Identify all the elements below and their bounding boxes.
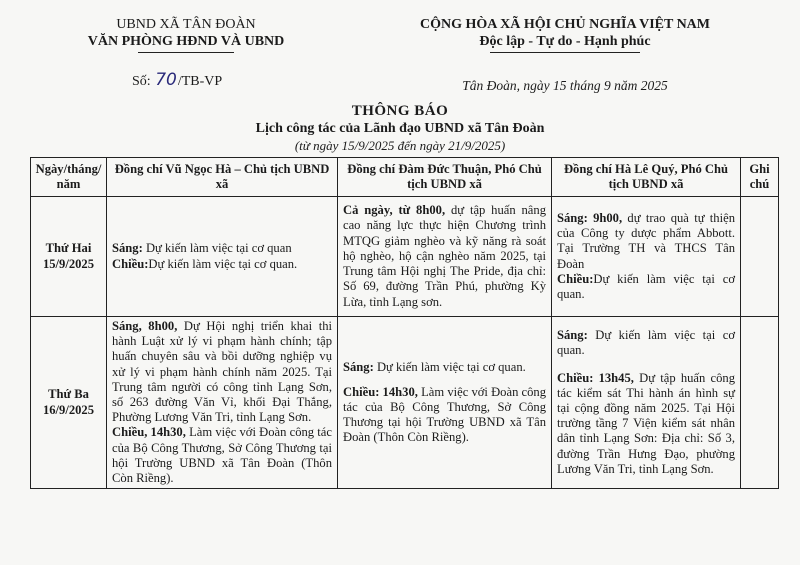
note-cell xyxy=(741,317,779,489)
day-date: 15/9/2025 xyxy=(42,256,95,271)
entry-text: Làm việc với Đoàn công tác của Bộ Công Thương, Sở Công Thương tại hội Trường UBND xã Tân Đoàn (Thôn Còn Riềng). xyxy=(343,384,547,445)
entry-text: dự tập huấn nâng cao năng lực thực hiện Chương trình MTQG giảm nghèo và kỹ năng rà soát hộ nghèo, hộ cận nghèo năm 2025, tại Trung tâm Hội nghị The Pride, địa chỉ: Số 69, đường Trần Phú, phường Kỳ Lừa, tỉnh Lạng sơn. xyxy=(343,203,546,309)
table-row xyxy=(31,197,779,317)
note-cell xyxy=(741,197,779,317)
issuer-office: VĂN PHÒNG HĐND VÀ UBND xyxy=(87,34,285,49)
national-header xyxy=(395,16,735,53)
entry-lead: Chiều: xyxy=(557,271,594,286)
header-date: Ngày/tháng/ năm xyxy=(31,158,107,197)
schedule-table xyxy=(30,157,779,489)
entry-lead: Chiều, 14h30, xyxy=(112,425,186,440)
document-number xyxy=(132,70,222,90)
document-number-label: Số: xyxy=(132,74,151,89)
header-person-2: Đồng chí Đàm Đức Thuận, Phó Chủ tịch UBND xã xyxy=(338,158,552,197)
entry-lead: Sáng: xyxy=(343,359,374,374)
notice-subtitle: Lịch công tác của Lãnh đạo UBND xã Tân Đoàn xyxy=(255,121,545,136)
entry-text: Làm việc với Đoàn công tác của Bộ Công Thương, Sở Công Thương tại hội Trường UBND xã Tân Đoàn (Thôn Còn Riềng). xyxy=(112,425,332,486)
day-cell xyxy=(31,317,107,489)
table-row xyxy=(31,317,779,489)
dateline: Tân Đoàn, ngày 15 tháng 9 năm 2025 xyxy=(462,78,668,93)
schedule-cell xyxy=(107,197,338,317)
schedule-cell xyxy=(338,197,552,317)
entry-lead: Sáng: 9h00, xyxy=(557,210,623,225)
day-name: Thứ Ba xyxy=(48,387,89,402)
document-number-value: 70 xyxy=(155,70,177,90)
entry-lead: Chiều: 13h45, xyxy=(557,370,634,385)
entry-text: Dự kiến làm việc tại cơ quan xyxy=(142,241,292,256)
notice-title: THÔNG BÁO xyxy=(351,103,449,119)
entry-text: Dự tập huấn công tác kiểm sát Thi hành án hình sự tại cộng đồng năm 2025. Tại Hội trường tầng 7 Viện kiểm sát nhân dân tỉnh Lạng Sơn: Địa chỉ: Số 3, đường Trần Hưng Đạo, phường Lương Văn Tri, tỉnh Lạng Sơn. xyxy=(557,370,735,476)
entry-lead: Sáng: xyxy=(112,241,143,256)
entry-lead: Chiều: xyxy=(112,256,149,271)
entry-text: Dự kiến làm việc tại cơ quan. xyxy=(148,256,298,271)
nation-motto: Độc lập - Tự do - Hạnh phúc xyxy=(479,34,651,49)
entry-text: Dự kiến làm việc tại cơ quan. xyxy=(373,359,526,374)
entry-text: Dự kiến làm việc tại cơ quan. xyxy=(557,271,735,301)
issuer-underline xyxy=(138,52,234,53)
motto-underline xyxy=(490,52,640,53)
day-name: Thứ Hai xyxy=(45,241,92,256)
header-note: Ghi chú xyxy=(741,158,779,197)
day-cell xyxy=(31,197,107,317)
document-number-suffix: /TB-VP xyxy=(177,74,223,89)
notice-period: (từ ngày 15/9/2025 đến ngày 21/9/2025) xyxy=(294,138,506,153)
day-date: 16/9/2025 xyxy=(42,402,95,417)
entry-lead: Sáng, 8h00, xyxy=(112,319,178,333)
schedule-cell xyxy=(107,317,338,489)
entry-lead: Cả ngày, từ 8h00, xyxy=(343,203,446,218)
table-header-row xyxy=(31,158,779,197)
header-person-3: Đồng chí Hà Lê Quý, Phó Chủ tịch UBND xã xyxy=(552,158,741,197)
entry-text: Dự kiến làm việc tại cơ quan. xyxy=(557,328,735,358)
entry-text: dự trao quà tự thiện của Công ty dược phẩm Abbott. Tại Trường TH và THCS Tân Đoàn xyxy=(557,210,735,271)
entry-lead: Sáng: xyxy=(557,328,588,343)
header-person-1: Đồng chí Vũ Ngọc Hà – Chủ tịch UBND xã xyxy=(107,158,338,197)
entry-lead: Chiều: 14h30, xyxy=(343,384,418,399)
schedule-cell xyxy=(552,197,741,317)
nation-title: CỘNG HÒA XÃ HỘI CHỦ NGHĨA VIỆT NAM xyxy=(419,17,710,32)
entry-text: Dự Hội nghị triển khai thi hành Luật xử lý vi phạm hành chính; tập huấn chuyên sâu và bồi dưỡng nghiệp vụ xử lý vi phạm hành chính năm 2025. Tại Trung tâm người có công tỉnh Lạng Sơn, số 263 đường Văn Vỉ, khối Đại Thắng, Phường Lương Văn Tri, tỉnh Lạng Sơn. xyxy=(112,319,332,425)
schedule-cell xyxy=(338,317,552,489)
issuer-block xyxy=(56,16,316,53)
schedule-cell xyxy=(552,317,741,489)
issuer-org: UBND XÃ TÂN ĐOÀN xyxy=(116,17,256,32)
